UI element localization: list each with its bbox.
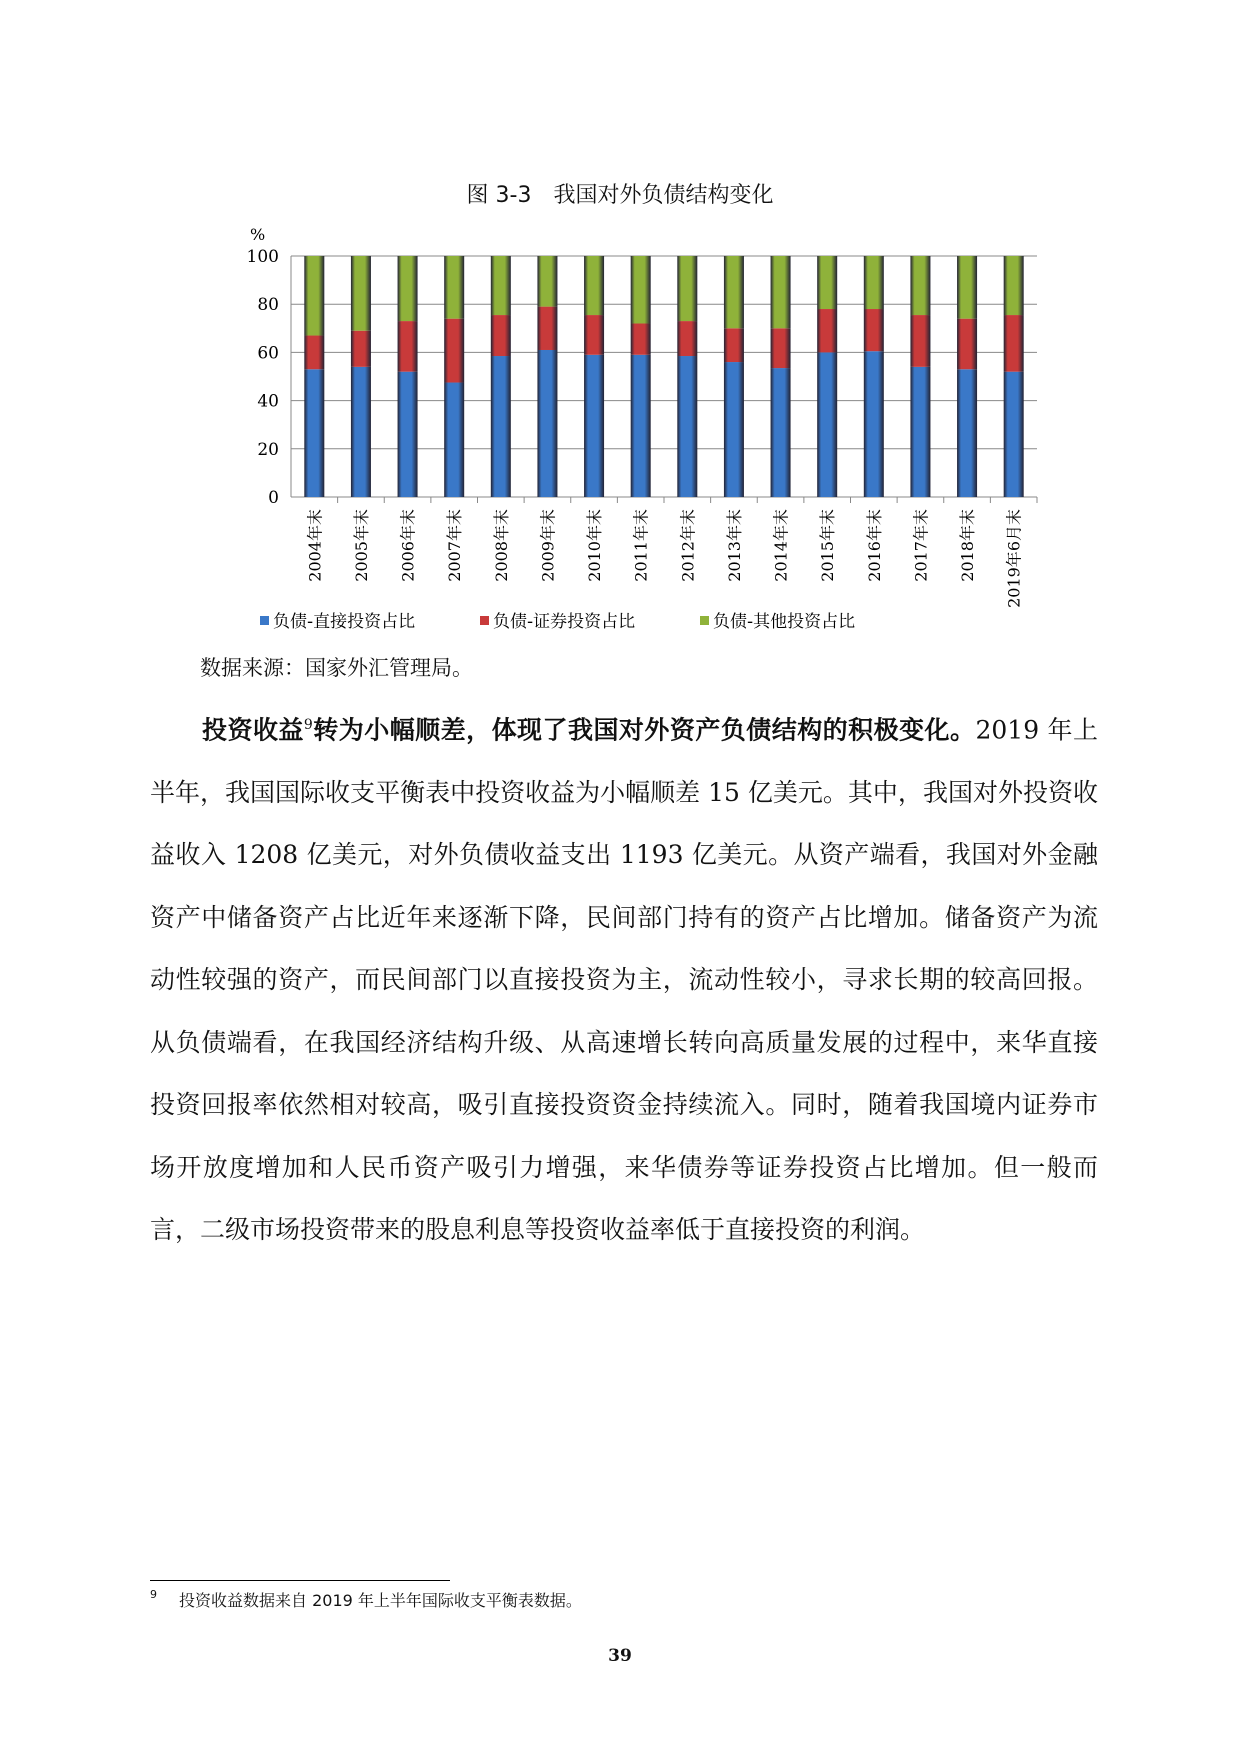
bar-segment xyxy=(724,328,744,362)
bar-segment xyxy=(351,367,371,497)
bar-segment xyxy=(304,256,324,336)
legend-swatch xyxy=(700,616,709,625)
y-tick-label: 60 xyxy=(257,343,279,364)
bar-segment xyxy=(631,355,651,497)
bar-segment xyxy=(910,256,930,315)
x-tick-label: 2010年末 xyxy=(585,509,605,582)
bar-segment xyxy=(351,331,371,367)
legend-label: 负债-其他投资占比 xyxy=(713,612,856,632)
paragraph-heading: 投资收益 xyxy=(202,715,304,745)
bar-segment xyxy=(910,315,930,367)
body-paragraph xyxy=(150,694,1098,1262)
bar-segment xyxy=(864,256,884,309)
bar-segment xyxy=(957,319,977,370)
bar-segment xyxy=(910,367,930,497)
bar-segment xyxy=(724,362,744,497)
footnote-number: 9 xyxy=(150,1588,157,1601)
bar-segment xyxy=(864,309,884,351)
y-tick-label: 40 xyxy=(257,391,279,412)
bar-segment xyxy=(1004,315,1024,372)
bar-segment xyxy=(817,256,837,309)
bar-segment xyxy=(677,356,697,497)
x-tick-label: 2008年末 xyxy=(491,509,511,582)
bar-segment xyxy=(491,315,511,356)
x-tick-label: 2014年末 xyxy=(771,509,791,582)
bar-segment xyxy=(771,368,791,497)
x-tick-label: 2012年末 xyxy=(678,509,698,582)
y-tick-label: 20 xyxy=(257,439,279,460)
bar-segment xyxy=(677,321,697,356)
bar-segment xyxy=(584,355,604,497)
bar-segment xyxy=(537,256,557,307)
bar-segment xyxy=(398,256,418,321)
x-tick-label: 2004年末 xyxy=(305,509,325,582)
x-tick-label: 2009年末 xyxy=(538,509,558,582)
page-number: 39 xyxy=(608,1646,632,1666)
x-tick-label: 2005年末 xyxy=(351,509,371,582)
x-tick-label: 2015年末 xyxy=(818,509,838,582)
x-tick-label: 2019年6月末 xyxy=(1004,509,1024,608)
bar-segment xyxy=(584,315,604,355)
bar-segment xyxy=(537,350,557,497)
bar-segment xyxy=(1004,256,1024,315)
y-tick-label: 0 xyxy=(268,488,279,508)
x-tick-label: 2011年末 xyxy=(631,509,651,582)
x-tick-label: 2016年末 xyxy=(864,509,884,582)
bar-segment xyxy=(444,383,464,497)
legend-label: 负债-证券投资占比 xyxy=(493,612,636,632)
bar-segment xyxy=(631,256,651,323)
legend-swatch xyxy=(260,616,269,625)
data-source: 数据来源：国家外汇管理局。 xyxy=(200,656,473,680)
bar-segment xyxy=(724,256,744,328)
footnote xyxy=(150,1588,582,1611)
bar-segment xyxy=(304,369,324,497)
bar-segment xyxy=(957,369,977,497)
bar-segment xyxy=(584,256,604,315)
figure-title: 图 3-3 我国对外负债结构变化 xyxy=(466,183,774,208)
y-tick-label: 80 xyxy=(257,295,279,316)
legend-swatch xyxy=(480,616,489,625)
x-tick-label: 2017年末 xyxy=(911,509,931,582)
bar-segment xyxy=(304,336,324,370)
bar-segment xyxy=(398,321,418,372)
x-tick-label: 2013年末 xyxy=(724,509,744,582)
bar-segment xyxy=(1004,372,1024,497)
y-tick-label: 100 xyxy=(246,247,279,267)
paragraph-heading-rest: 转为小幅顺差，体现了我国对外资产负债结构的积极变化。 xyxy=(312,715,976,745)
bar-segment xyxy=(491,356,511,497)
x-tick-label: 2018年末 xyxy=(958,509,978,582)
bar-segment xyxy=(398,372,418,497)
footnote-ref[interactable]: 9 xyxy=(303,717,313,733)
paragraph-text: 2019 年上半年，我国国际收支平衡表中投资收益为小幅顺差 15 亿美元。其中，我国对外投资收益收入 1208 亿美元，对外负债收益支出 1193 亿美元。从资产端看，我国对外金融资产中储备资产占比近年来逐渐下降，民间部门持有的资产占比增加。储备资产为流动性较强的资产，而民间部门以直接投资为主，流动性较小，寻求长期的较高回报。从负债端看，在我国经济结构升级、从高速增长转向高质量发展的过程中，来华直接投资回报率依然相对较高，吸引直接投资资金持续流入。同时，随着我国境内证券市场开放度增加和人民币资产吸引力增强，来华债券等证券投资占比增加。但一般而言，二级市场投资带来的股息利息等投资收益率低于直接投资的利润。 xyxy=(150,715,1098,1245)
bar-segment xyxy=(491,256,511,315)
footnote-text: 投资收益数据来自 2019 年上半年国际收支平衡表数据。 xyxy=(179,1591,582,1610)
bar-segment xyxy=(351,256,371,331)
bar-segment xyxy=(444,256,464,319)
bar-segment xyxy=(864,351,884,497)
bar-segment xyxy=(771,328,791,368)
bar-segment xyxy=(817,309,837,352)
bar-segment xyxy=(631,323,651,354)
bar-segment xyxy=(817,352,837,497)
bar-segment xyxy=(771,256,791,328)
x-tick-label: 2006年末 xyxy=(398,509,418,582)
bar-segment xyxy=(444,319,464,383)
bar-segment xyxy=(677,256,697,321)
y-axis-unit: % xyxy=(250,225,266,244)
bar-segment xyxy=(537,307,557,350)
footnote-divider xyxy=(150,1580,450,1581)
bar-segment xyxy=(957,256,977,319)
stacked-bar-chart xyxy=(200,210,1060,650)
x-tick-label: 2007年末 xyxy=(445,509,465,582)
legend-label: 负债-直接投资占比 xyxy=(273,612,416,632)
